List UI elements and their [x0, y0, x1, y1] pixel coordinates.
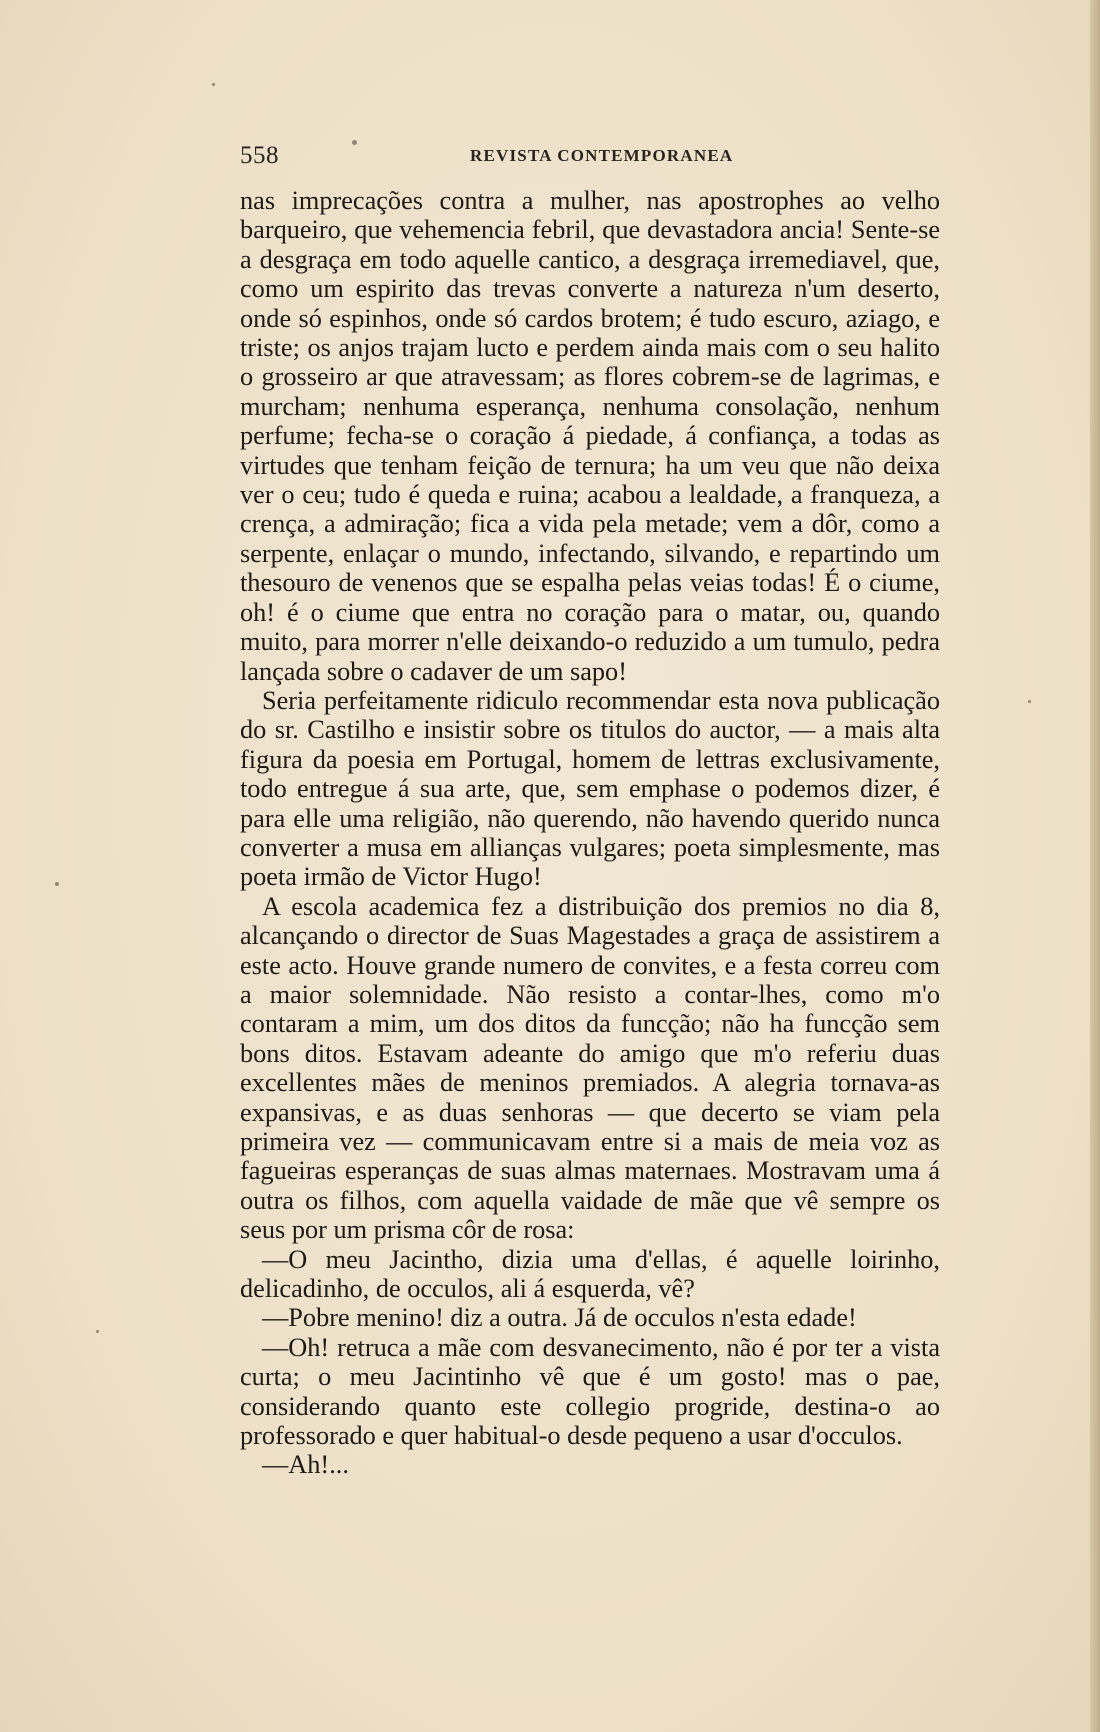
page-number: 558 [240, 142, 279, 169]
dialogue-line: —O meu Jacintho, dizia uma d'ellas, é aquelle loirinho, delicadinho, de occulos, ali á esquerda, vê? [240, 1244, 940, 1304]
paragraph-castilho: Seria perfeitamente ridiculo recommendar esta nova publicação do sr. Castilho e insistir sobre os titulos do auctor, — a mais alta figura da poesia em Portugal, homem de lettras exclusivamente, todo entregue á sua arte, que, sem emphase o podemos dizer, é para elle uma religião, não querendo, não havendo querido nunca converter a musa em allianças vulgares; poeta simplesmente, mas poeta irmão de Victor Hugo! [240, 685, 940, 892]
paper-speck [212, 83, 215, 86]
paper-speck [352, 140, 357, 145]
paragraph-continuation: nas imprecações contra a mulher, nas apostrophes ao velho barqueiro, que vehemencia febril, que devastadora ancia! Sente-se a desgraça em todo aquelle cantico, a desgraça irremediavel, que, como um espirito das trevas converte a natureza n'um deserto, onde só espinhos, onde só cardos brotem; é tudo escuro, aziago, e triste; os anjos trajam lucto e perdem ainda mais com o seu halito o grosseiro ar que atravessam; as flores cobrem-se de lagrimas, e murcham; nenhuma esperança, nenhuma consolação, nenhum perfume; fecha-se o coração á piedade, á confiança, a todas as virtudes que tenham feição de ternura; ha um veu que não deixa ver o ceu; tudo é queda e ruina; acabou a lealdade, a franqueza, a crença, a admiração; fica a vida pela metade; vem a dôr, como a serpente, enlaçar o mundo, infectando, silvando, e repartindo um thesouro de venenos que se espalha pelas veias todas! É o ciume, oh! é o ciume que entra no coração para o matar, ou, quando muito, para morrer n'elle deixando-o reduzido a um tumulo, pedra lançada sobre o cadaver de um sapo! [240, 186, 940, 686]
dialogue-line: —Pobre menino! diz a outra. Já de occulos n'esta edade! [262, 1303, 857, 1333]
page-edge [1090, 0, 1100, 1732]
paragraph-escola-academica: A escola academica fez a distribuição dos premios no dia 8, alcançando o director de Suas Magestades a graça de assistirem a este acto. Houve grande numero de convites, e a festa correu com a maior solemnidade. Não resisto a contar-lhes, como m'o contaram a mim, um dos ditos da funcção; não ha funcção sem bons ditos. Estavam adeante do amigo que m'o referiu duas excellentes mães de meninos premiados. A alegria tornava-as expansivas, e as duas senhoras — que decerto se viam pela primeira vez — communicavam entre si a mais de meia voz as fagueiras esperanças de suas almas maternaes. Mostravam uma á outra os filhos, com aquella vaidade de mãe que vê sempre os seus por um prisma côr de rosa: [240, 891, 940, 1245]
paper-speck [55, 882, 59, 886]
page-header [240, 142, 940, 172]
running-title: REVISTA CONTEMPORANEA [470, 146, 734, 165]
dialogue-line: —Ah!... [262, 1450, 349, 1480]
paper-speck [96, 1330, 99, 1333]
paper-speck [1028, 700, 1031, 703]
article-body [240, 186, 940, 1480]
dialogue-line: —Oh! retruca a mãe com desvanecimento, não é por ter a vista curta; o meu Jacintinho vê que é um gosto! mas o pae, considerando quanto este collegio progride, destina-o ao professorado e quer habitual-o desde pequeno a usar d'occulos. [240, 1332, 940, 1451]
